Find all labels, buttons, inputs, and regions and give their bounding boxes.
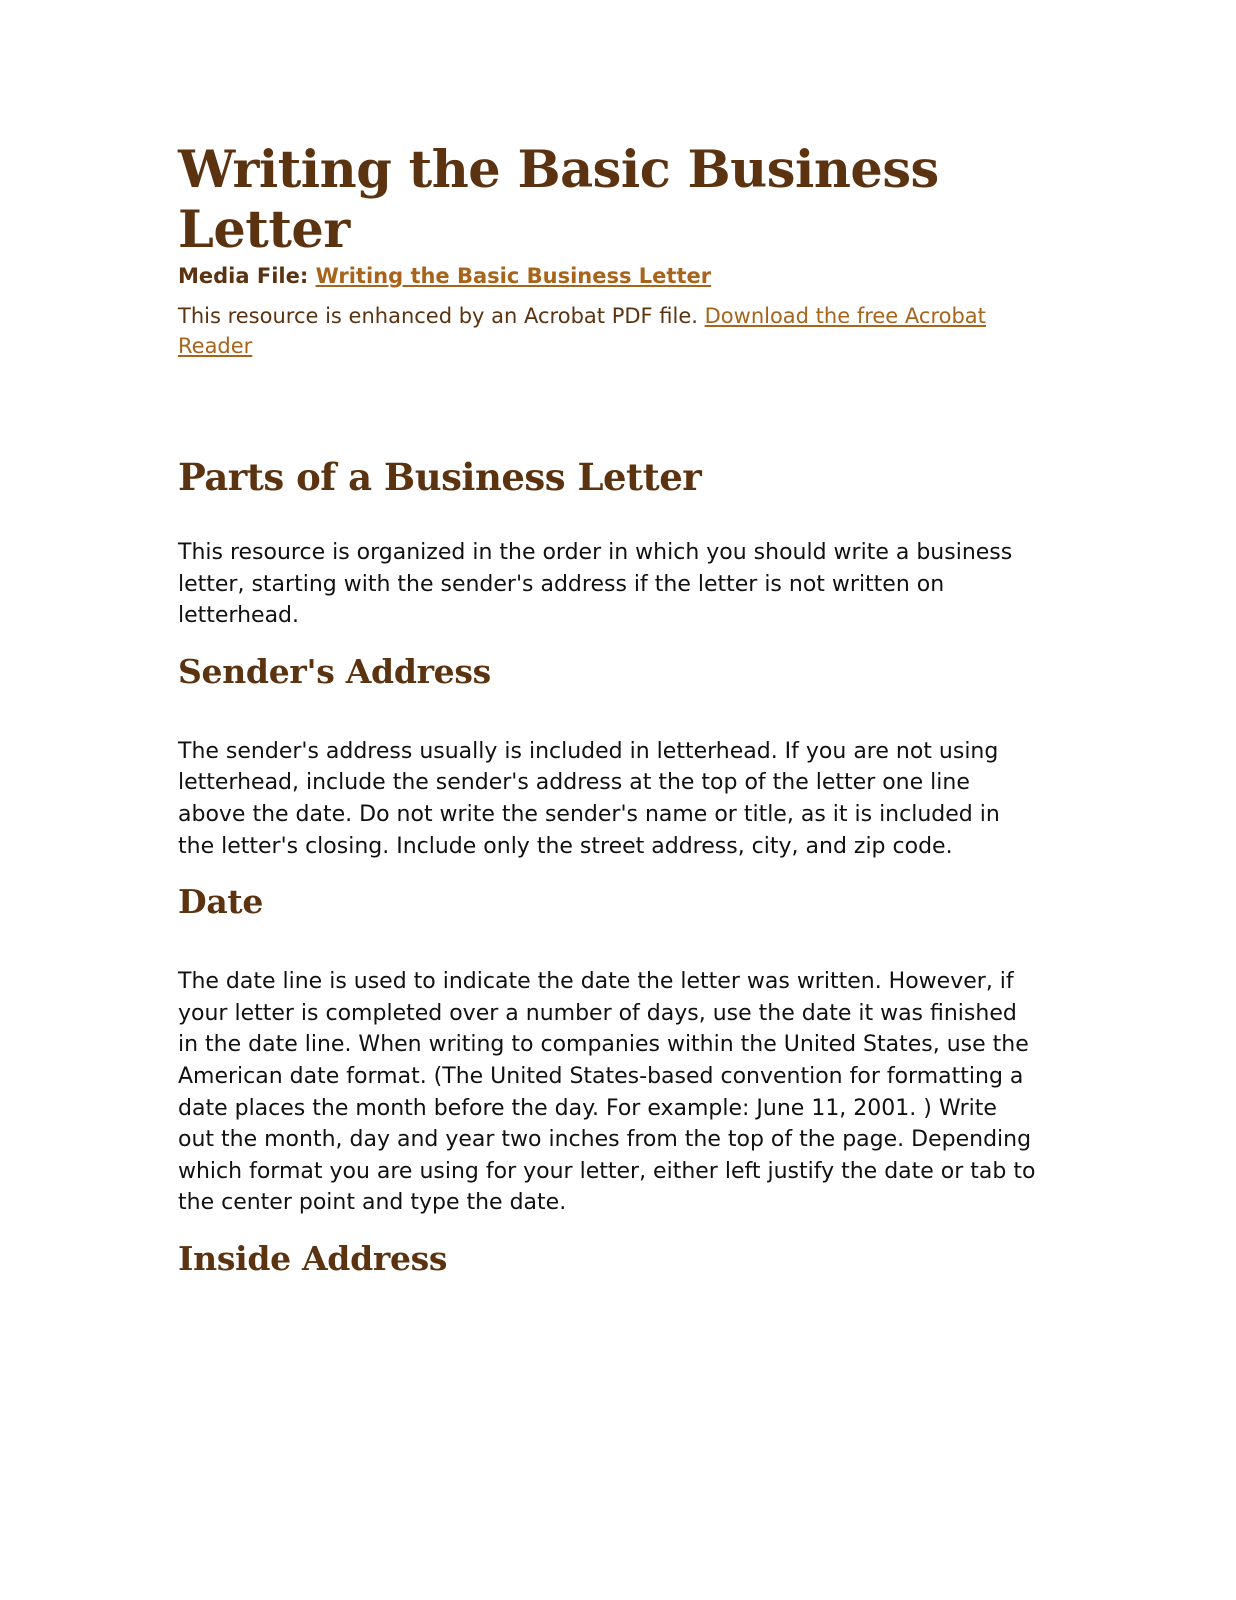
section-heading-date: Date bbox=[178, 882, 264, 922]
document-page bbox=[178, 140, 1038, 1279]
section-body-senders-address: The sender's address usually is included in letterhead. If you are not using letterhead, include the sender's address at the top of the letter one line above the date. Do not write the sender's name or title, as it is included in the letter's closing. Include only the street address, city, and zip code. bbox=[178, 738, 1000, 859]
section-body-date: The date line is used to indicate the date the letter was written. However, if your letter is completed over a number of days, use the date it was finished in the date line. When writing to companies within the United States, use the American date format. (The United States-based convention for formatting a date places the month before the day. For example: June 11, 2001. ) Write out the month, day and year two inches from the top of the page. Depending which format you are using for your letter, either left justify the date or tab to the center point and type the date. bbox=[178, 969, 1036, 1216]
section-heading-senders-address: Sender's Address bbox=[178, 651, 491, 691]
media-file-label: Media File: bbox=[178, 264, 309, 288]
resource-note-text: This resource is enhanced by an Acrobat PDF file. bbox=[178, 304, 698, 328]
section-heading-parts: Parts of a Business Letter bbox=[178, 455, 702, 499]
media-file-line bbox=[178, 262, 1038, 290]
download-acrobat-link[interactable]: Download the free Acrobat Reader bbox=[178, 304, 986, 358]
resource-note bbox=[178, 301, 1038, 361]
section-heading-inside-address: Inside Address bbox=[178, 1238, 448, 1278]
page-title: Writing the Basic Business Letter bbox=[178, 140, 939, 260]
section-body-parts: This resource is organized in the order in which you should write a business letter, starting with the sender's address if the letter is not written on letterhead. bbox=[178, 540, 1013, 629]
media-file-link[interactable]: Writing the Basic Business Letter bbox=[315, 264, 712, 288]
